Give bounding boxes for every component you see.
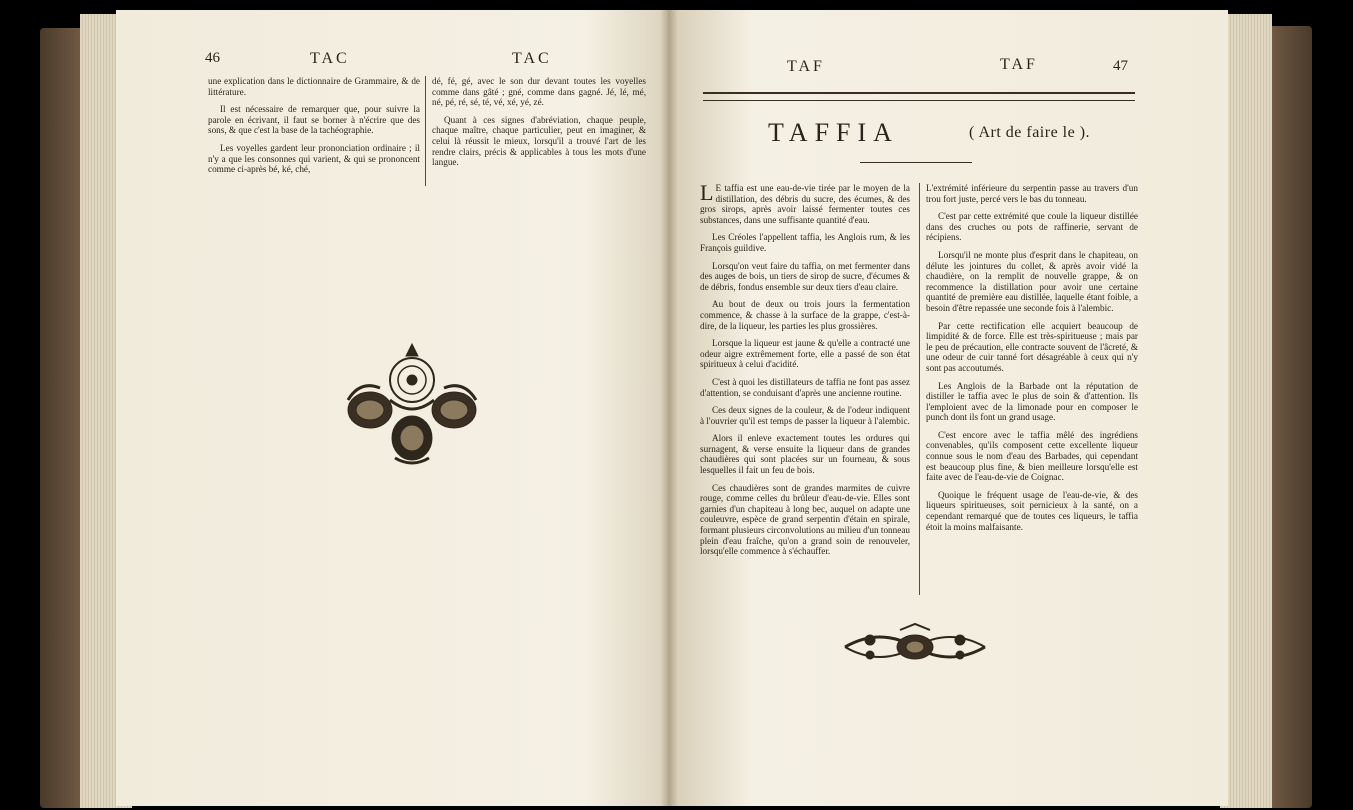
paragraph: Quoique le fréquent usage de l'eau-de-vie, & des liqueurs spiritueuses, soit pernicieux à la santé, on a cependant remarqué que de toutes ces liqueurs, le taffia étoit la moins malfaisante. <box>926 489 1138 532</box>
right-running-head-1: TAF <box>787 58 825 75</box>
paragraph: Les Créoles l'appellent taffia, les Anglois rum, & les François guildive. <box>700 232 910 253</box>
paragraph: L'extrémité inférieure du serpentin passe au travers d'un trou fort juste, percé vers le bas du tonneau. <box>926 183 1138 204</box>
paragraph: Ces deux signes de la couleur, & de l'odeur indiquent à l'ouvrier qu'il est temps de passer la liqueur à l'alembic. <box>700 405 910 426</box>
paragraph: Lorsqu'on veut faire du taffia, on met fermenter dans des auges de bois, un tiers de sirop de sucre, d'écumes & de débris, fondus ensemble sur deux tiers d'eau claire. <box>700 260 910 292</box>
left-page-number: 46 <box>205 50 220 66</box>
paragraph: Lorsqu'il ne monte plus d'esprit dans le chapiteau, on délute les jointures du collet, & après avoir vidé la chaudière, on la remplit de nouvelle grappe, & on recommence la distillation pour avoir une certaine quantité de première eau distillée, laquelle étant foible, a besoin d'être repassée une seconde fois à l'alembic. <box>926 249 1138 313</box>
left-column-2 <box>432 76 646 175</box>
paragraph: une explication dans le dictionnaire de Grammaire, & de littérature. <box>208 76 420 97</box>
title-rule <box>860 162 972 163</box>
floral-ornament-icon <box>340 340 485 470</box>
paragraph: C'est encore avec le taffia mêlé des ingrédiens convenables, qu'ils composent cette excellente liqueur connue sous le nom d'eau des Barbades, qui cependant est beaucoup plus fine, & bien meilleure lorsqu'elle est faite avec de l'eau-de-vie de Coignac. <box>926 429 1138 483</box>
paragraph: Lorsque la liqueur est jaune & qu'elle a contracté une odeur aigre extrêmement forte, elle a passé de son état spiritueux à celui d'acidité. <box>700 338 910 370</box>
paragraph: Les voyelles gardent leur prononciation ordinaire ; il n'y a que les consonnes qui varient, & qui se prononcent comme ci-après bé, ké, ché, <box>208 142 420 175</box>
paragraph: Ces chaudières sont de grandes marmites de cuivre rouge, comme celles du brûleur d'eau-de-vie. Elles sont garnies d'un chapiteau à long bec, auquel on adapte une couleuvre, espèce de grand serpentin d'étain en spirale, formant plusieurs circonvolutions au milieu d'un tonneau plein d'eau fraîche, qu'on a grand soin de renouveler, lorsqu'elle commence à s'échauffer. <box>700 482 910 557</box>
paragraph: C'est par cette extrémité que coule la liqueur distillée dans des cruches ou pots de raffinerie, servant de récipiens. <box>926 211 1138 243</box>
right-column-2 <box>926 183 1138 539</box>
right-page-number: 47 <box>1113 58 1128 74</box>
tailpiece-ornament-icon <box>840 622 990 672</box>
right-column-1 <box>700 180 910 564</box>
drop-cap: L <box>700 180 714 205</box>
paragraph: Les Anglois de la Barbade ont la réputation de distiller le taffia avec le plus de soin & d'attention. Ils l'emploient avec de la limonade pour en composer le punch dont ils font un grand usage. <box>926 380 1138 423</box>
column-rule-left <box>425 76 426 186</box>
column-rule-right <box>919 183 920 595</box>
paragraph: C'est à quoi les distillateurs de taffia ne font pas assez d'attention, se conduisant d'après une ancienne routine. <box>700 376 910 398</box>
article-subtitle: ( Art de faire le ). <box>969 124 1091 141</box>
paragraph: Au bout de deux ou trois jours la fermentation commence, & chasse à la surface de la grappe, c'est-à-dire, de la liqueur, les parties les plus grossières. <box>700 299 910 331</box>
paragraph: dé, fé, gé, avec le son dur devant toutes les voyelles comme dans gâté ; gné, comme dans gagné. Jé, lé, mé, né, pé, ré, sé, té, vé, xé, yé, zé. <box>432 76 646 108</box>
left-column-1 <box>208 76 420 182</box>
paragraph: L E taffia est une eau-de-vie tirée par le moyen de la distillation, des débris du sucre, des écumes, & des gros sirops, après avoir laissé fermenter toutes ces substances, dans une suffisante quantité d'eau. <box>700 180 910 225</box>
paragraph: Quant à ces signes d'abréviation, chaque peuple, chaque maître, chaque particulier, peut en imaginer, & celui là réussit le mieux, lorsqu'il a trouvé l'art de les rendre clairs, précis & applicables à tous les mots d'une langue. <box>432 114 646 168</box>
left-running-head-2: TAC <box>512 50 552 67</box>
paragraph: Il est nécessaire de remarquer que, pour suivre la parole en écrivant, il faut se borner à n'écrire que des sons, & que c'est la base de la tachéographie. <box>208 104 420 136</box>
double-rule <box>703 92 1135 101</box>
article-title: TAFFIA <box>768 118 899 147</box>
book-gutter <box>660 10 678 806</box>
paragraph: Alors il enleve exactement toutes les ordures qui surnagent, & verse ensuite la liqueur dans de grandes chaudières qui sont placées sur un fourneau, & sous lesquelles il fait un feu de bois. <box>700 433 910 476</box>
paragraph: Par cette rectification elle acquiert beaucoup de limpidité & de force. Elle est très-spiritueuse ; mais par le peu de précaution, elle contracte souvent de l'âcreté, & une odeur de cuir tanné fort désagréable à ceux qui n'y sont pas accoutumés. <box>926 320 1138 373</box>
left-running-head-1: TAC <box>310 50 350 67</box>
right-running-head-2: TAF <box>1000 56 1038 73</box>
